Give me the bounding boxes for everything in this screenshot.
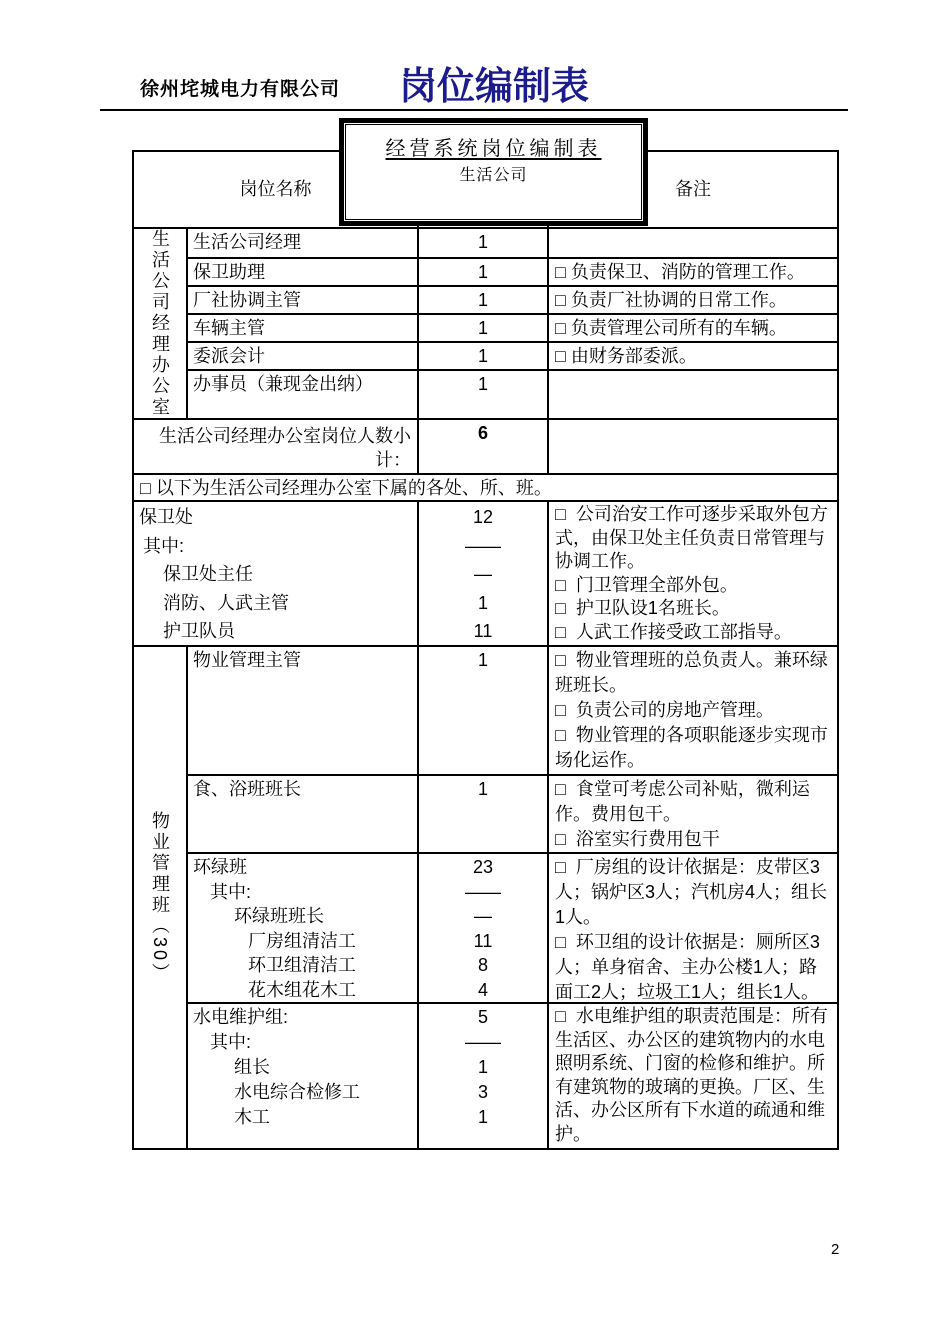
table-row (188, 229, 837, 257)
office-group-label: 生活公司经理办公室 (150, 229, 170, 418)
position-name: 生活公司经理 (193, 232, 301, 252)
overlay-subtitle: 生活公司 (459, 167, 528, 184)
table-row (188, 1002, 837, 1148)
table-row (188, 852, 837, 1002)
table-row (188, 313, 837, 341)
headcount: 1 (417, 343, 547, 369)
position-name: 木工 (234, 1107, 270, 1127)
company-name: 徐州垞城电力有限公司 (140, 79, 341, 100)
greening-counts (417, 854, 547, 1002)
table-row (188, 257, 837, 285)
subtotal-row (134, 418, 837, 473)
col-header-position-label: 岗位名称 (239, 179, 312, 199)
position-name: 物业管理主管 (193, 650, 301, 670)
remark: □ 负责管理公司所有的车辆。 (547, 315, 837, 341)
position-name: 环卫组清洁工 (248, 955, 356, 976)
property-section (134, 645, 837, 1148)
position-name: 其中: (143, 535, 185, 556)
subtotal-label: 生活公司经理办公室岗位人数小计： (159, 426, 411, 470)
headcount: —— (465, 535, 501, 556)
remark: □ 人武工作接受政工部指导。 (555, 621, 792, 642)
headcount: 5 (477, 1007, 488, 1027)
headcount: 1 (417, 315, 547, 341)
remark: □ 厂房组的设计依据是：皮带区3人；锅炉区3人；汽机房4人；组长1人。 (555, 857, 828, 927)
remark: □ 护卫队设1名班长。 (555, 598, 730, 618)
utility-counts (417, 1004, 547, 1148)
subtotal-value: 6 (417, 420, 547, 473)
position-name: 厂社协调主管 (193, 290, 301, 310)
position-name: 护卫队员 (163, 621, 235, 641)
headcount: —— (465, 881, 501, 902)
headcount: — (474, 564, 492, 584)
remark: □ 公司治安工作可逐步采取外包方式，由保卫处主任负责日常管理与协调工作。 (555, 504, 828, 571)
headcount: 1 (417, 776, 547, 852)
subtotal-remark (547, 420, 837, 473)
security-counts (417, 502, 547, 645)
table-row (188, 774, 837, 852)
overlay-title: 经营系统岗位编制表 (385, 138, 602, 160)
remark: □ 食堂可考虑公司补贴，微利运作。费用包干。 (555, 779, 810, 824)
position-name: 环绿班 (193, 857, 247, 877)
remark: □ 门卫管理全部外包。 (555, 574, 738, 595)
position-name: 保卫处 (139, 507, 193, 527)
greening-names (188, 854, 417, 1002)
position-name: 其中: (210, 881, 252, 902)
position-name: 消防、人武主管 (163, 592, 289, 613)
note-text: □ 以下为生活公司经理办公室下属的各处、所、班。 (140, 477, 552, 498)
position-name: 委派会计 (193, 346, 265, 366)
headcount: 23 (472, 857, 494, 877)
office-group-label-cell (134, 229, 188, 418)
position-name: 保卫助理 (193, 262, 265, 282)
page-title: 岗位编制表 (399, 66, 590, 108)
header-rule (100, 109, 848, 111)
position-name: 环绿班班长 (234, 906, 324, 927)
note-row (134, 473, 837, 500)
remark: □ 负责保卫、消防的管理工作。 (547, 259, 837, 285)
position-name: 办事员（兼现金出纳） (193, 374, 373, 394)
overlay-box-inner (345, 124, 642, 220)
position-name: 组长 (234, 1057, 270, 1077)
table-row (188, 341, 837, 369)
position-name: 食、浴班班长 (193, 779, 301, 799)
headcount: 1 (477, 1107, 488, 1127)
headcount: 1 (417, 371, 547, 418)
remark: □ 物业管理班的总负责人。兼环绿班班长。 (555, 650, 828, 695)
table-row (188, 369, 837, 418)
headcount: 1 (477, 592, 488, 613)
headcount: — (474, 906, 492, 927)
staffing-table (132, 150, 839, 1150)
security-names (134, 502, 417, 645)
remark: □ 浴室实行费用包干 (555, 829, 720, 849)
position-name: 其中: (210, 1032, 252, 1052)
headcount: 1 (417, 287, 547, 313)
position-name: 水电维护组: (193, 1007, 289, 1027)
headcount: 3 (477, 1082, 488, 1102)
headcount: 1 (417, 259, 547, 285)
table-row (188, 285, 837, 313)
page-number: 2 (831, 1241, 840, 1258)
security-remarks (547, 502, 837, 645)
remark: □ 负责公司的房地产管理。 (555, 700, 774, 720)
overlay-box (339, 118, 648, 226)
headcount: 12 (472, 507, 494, 527)
remark (547, 371, 837, 418)
headcount: 1 (417, 229, 547, 257)
remark: □ 负责厂社协调的日常工作。 (547, 287, 837, 313)
col-header-remark-label: 备注 (675, 179, 711, 199)
office-section (134, 227, 837, 418)
position-name: 花木组花木工 (248, 979, 356, 1000)
remark: □ 水电维护组的职责范围是：所有生活区、办公区的建筑物内的水电照明系统、门窗的检修和维护。所有建筑物的玻璃的更换。厂区、生活、办公区所有下水道的疏通和维护。 (555, 1006, 828, 1144)
headcount: 11 (473, 621, 493, 641)
remark (547, 229, 837, 257)
headcount: 4 (477, 979, 488, 1000)
remark: □ 由财务部委派。 (547, 343, 837, 369)
property-group-label: 物业管理班（30） (150, 810, 170, 985)
position-name: 保卫处主任 (163, 564, 253, 584)
position-name: 车辆主管 (193, 318, 265, 338)
utility-names (188, 1004, 417, 1148)
headcount: 11 (473, 930, 493, 951)
security-section (134, 500, 837, 645)
position-name: 厂房组清洁工 (248, 930, 356, 951)
remark: □ 环卫组的设计依据是：厕所区3人；单身宿舍、主办公楼1人；路面工2人；垃圾工1人；组长1人。 (555, 932, 820, 1002)
headcount: 1 (477, 1057, 488, 1077)
headcount: 8 (477, 955, 488, 976)
table-row (188, 647, 837, 774)
subtotal-label-cell (134, 420, 417, 473)
position-name: 水电综合检修工 (234, 1082, 360, 1102)
property-group-label-cell (134, 647, 188, 1148)
headcount: 1 (417, 647, 547, 774)
headcount: —— (465, 1032, 501, 1052)
remark: □ 物业管理的各项职能逐步实现市场化运作。 (555, 725, 828, 770)
